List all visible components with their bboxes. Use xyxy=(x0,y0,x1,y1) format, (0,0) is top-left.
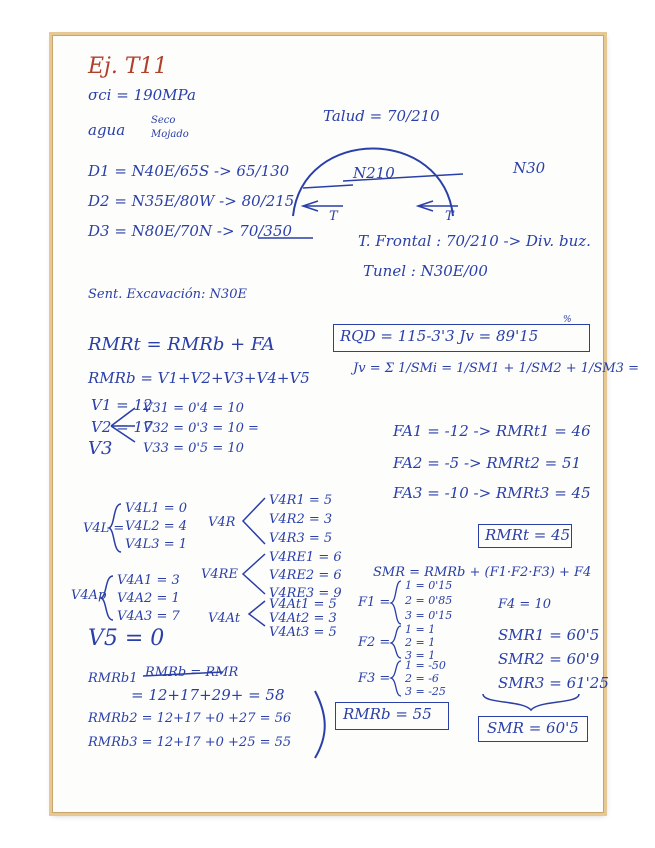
f2-label: F2 = xyxy=(358,635,391,650)
rmrb-sum: RMRb = V1+V2+V3+V4+V5 xyxy=(88,369,310,387)
f1-item-2: 2 = 0'85 xyxy=(405,594,453,607)
diagram-right-label: N30 xyxy=(513,159,546,177)
v5: V5 = 0 xyxy=(88,626,165,651)
d3: D3 = N80E/70N -> 70/350 xyxy=(88,222,293,240)
rmr-formula: RMRt = RMRb + FA xyxy=(88,334,275,355)
tunel: Tunel : N30E/00 xyxy=(363,262,488,280)
d1: D1 = N40E/65S -> 65/130 xyxy=(88,162,290,180)
v4at: V4At xyxy=(208,611,241,626)
f3-item-1: 1 = -50 xyxy=(405,659,446,672)
v4l-item-3: V4L3 = 1 xyxy=(125,537,187,552)
smr-formula: SMR = RMRb + (F1·F2·F3) + F4 xyxy=(373,565,592,580)
v3: V3 xyxy=(88,438,113,459)
sigma-ci: σci = 190MPa xyxy=(88,86,196,104)
rmrb-result: RMRb = 55 xyxy=(343,705,432,723)
v3-item-1: V31 = 0'4 = 10 xyxy=(143,401,244,416)
v4re-item-1: V4RE1 = 6 xyxy=(269,550,342,565)
rmrb2: RMRb2 = 12+17 +0 +27 = 56 xyxy=(88,711,292,726)
v4re-item-2: V4RE2 = 6 xyxy=(269,568,342,583)
v4at-item-1: V4At1 = 5 xyxy=(269,597,337,612)
fa-1: FA1 = -12 -> RMRt1 = 46 xyxy=(393,422,591,440)
v4r-item-3: V4R3 = 5 xyxy=(269,531,333,546)
f1-item-3: 3 = 0'15 xyxy=(405,609,453,622)
rqd-percent: % xyxy=(563,315,572,325)
f1-item-1: 1 = 0'15 xyxy=(405,579,453,592)
smr-2: SMR2 = 60'9 xyxy=(498,650,600,668)
notebook-sheet xyxy=(52,35,639,813)
v4at-item-2: V4At2 = 3 xyxy=(269,611,337,626)
diagram-t-right: T xyxy=(445,209,454,224)
rmrb1-label: RMRb1 xyxy=(88,671,138,686)
f3-item-3: 3 = -25 xyxy=(405,685,446,698)
f1-label: F1 = xyxy=(358,595,391,610)
v4a-item-3: V4A3 = 7 xyxy=(117,609,180,624)
t-frontal: T. Frontal : 70/210 -> Div. buz. xyxy=(358,232,591,250)
f3-label: F3 = xyxy=(358,671,391,686)
v4l-item-2: V4L2 = 4 xyxy=(125,519,187,534)
v4at-item-3: V4At3 = 5 xyxy=(269,625,337,640)
talud: Talud = 70/210 xyxy=(323,107,440,125)
fa-2: FA2 = -5 -> RMRt2 = 51 xyxy=(393,454,582,472)
rmrt-result: RMRt = 45 xyxy=(485,526,571,544)
diagram-t-left: T xyxy=(329,209,338,224)
v4re-item-3: V4RE3 = 9 xyxy=(269,586,342,601)
f2-item-1: 1 = 1 xyxy=(405,623,436,636)
d2: D2 = N35E/80W -> 80/215 xyxy=(88,192,295,210)
v2: V2 = 17 xyxy=(91,418,153,436)
v4re: V4RE xyxy=(201,567,238,582)
rmrb1-strike: RMRb = RMR xyxy=(145,665,239,680)
smr-result: SMR = 60'5 xyxy=(487,719,579,737)
smr-1: SMR1 = 60'5 xyxy=(498,626,600,644)
agua-label: agua xyxy=(88,121,126,139)
v4r-item-1: V4R1 = 5 xyxy=(269,493,333,508)
v4a-item-2: V4A2 = 1 xyxy=(117,591,180,606)
f3-item-2: 2 = -6 xyxy=(405,672,439,685)
fa-3: FA3 = -10 -> RMRt3 = 45 xyxy=(393,484,591,502)
v3-item-2: V32 = 0'3 = 10 = xyxy=(143,421,259,436)
rmrb3: RMRb3 = 12+17 +0 +25 = 55 xyxy=(88,735,292,750)
v4r-item-2: V4R2 = 3 xyxy=(269,512,333,527)
agua-option-seco: Seco xyxy=(151,115,176,126)
diagram-left-label: N210 xyxy=(353,164,395,182)
agua-option-mojado: Mojado xyxy=(151,129,189,140)
f4: F4 = 10 xyxy=(498,597,551,612)
v4l: V4L = xyxy=(83,521,125,536)
v3-item-3: V33 = 0'5 = 10 xyxy=(143,441,244,456)
rmrb1-value: = 12+17+29+ = 58 xyxy=(131,686,285,704)
smr-3: SMR3 = 61'25 xyxy=(498,674,609,692)
v4a: V4Ap xyxy=(71,588,107,603)
sentido-excavacion: Sent. Excavación: N30E xyxy=(88,287,247,302)
v4r: V4R xyxy=(208,515,236,530)
f2-item-2: 2 = 1 xyxy=(405,636,436,649)
f2-item-3: 3 = 1 xyxy=(405,649,436,662)
exercise-title: Ej. T11 xyxy=(88,54,168,79)
v4l-item-1: V4L1 = 0 xyxy=(125,501,187,516)
v1: V1 = 12 xyxy=(91,396,153,414)
rqd: RQD = 115-3'3 Jv = 89'15 xyxy=(340,327,539,345)
jv-formula: Jv = Σ 1/SMi = 1/SM1 + 1/SM2 + 1/SM3 = xyxy=(353,361,639,376)
v4a-item-1: V4A1 = 3 xyxy=(117,573,180,588)
